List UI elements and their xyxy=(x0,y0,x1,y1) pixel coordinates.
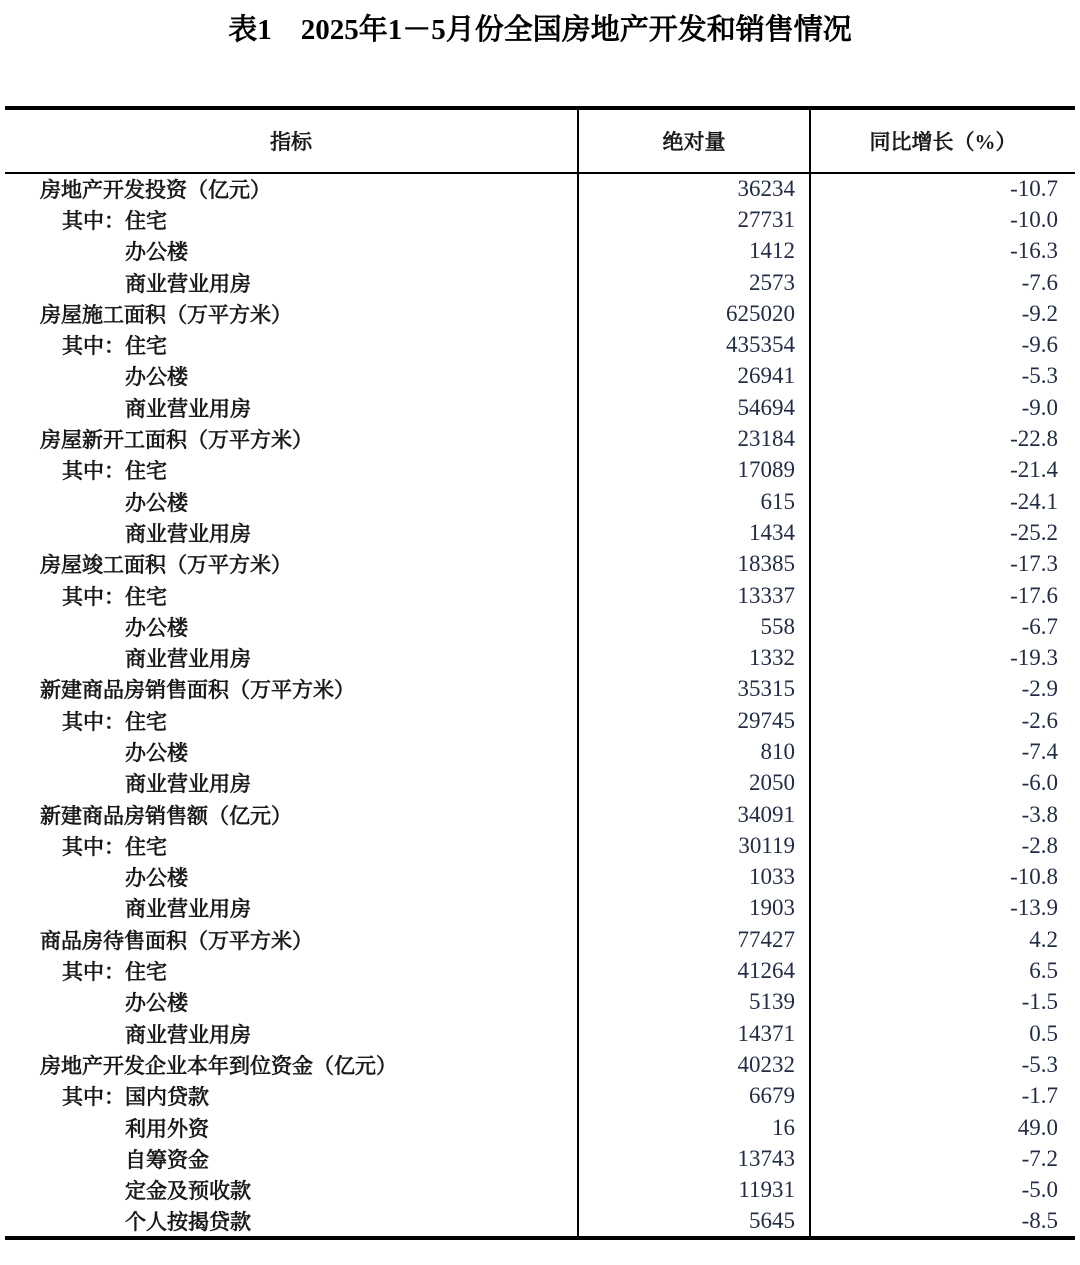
absolute-amount-cell: 435354 xyxy=(578,329,810,360)
yoy-growth-cell: -1.5 xyxy=(1021,989,1058,1015)
table-row xyxy=(5,549,1075,580)
absolute-amount-cell: 40232 xyxy=(578,1049,810,1080)
yoy-growth-cell: 49.0 xyxy=(1017,1114,1058,1140)
table-body xyxy=(5,173,1075,1238)
yoy-growth-cell: -2.8 xyxy=(1021,832,1058,858)
absolute-amount-cell: 29745 xyxy=(578,705,810,736)
yoy-growth-cell: -2.9 xyxy=(1021,676,1058,702)
absolute-amount-cell: 5139 xyxy=(578,987,810,1018)
absolute-amount-cell: 625020 xyxy=(578,298,810,329)
indicator-cell: 其中：住宅 xyxy=(5,705,578,736)
indicator-cell: 商业营业用房 xyxy=(5,517,578,548)
indicator-cell: 商业营业用房 xyxy=(5,1018,578,1049)
indicator-cell: 房屋新开工面积（万平方米） xyxy=(5,423,578,454)
table-row xyxy=(5,1081,1075,1112)
yoy-growth-cell: 0.5 xyxy=(1029,1020,1058,1046)
table-row xyxy=(5,361,1075,392)
indicator-cell: 新建商品房销售额（亿元） xyxy=(5,799,578,830)
indicator-cell: 商业营业用房 xyxy=(5,642,578,673)
yoy-growth-cell: -10.0 xyxy=(1010,206,1058,232)
absolute-amount-cell: 35315 xyxy=(578,674,810,705)
yoy-growth-cell: -7.2 xyxy=(1021,1145,1058,1171)
absolute-amount-cell: 810 xyxy=(578,736,810,767)
indicator-cell: 办公楼 xyxy=(5,611,578,642)
table-row xyxy=(5,674,1075,705)
absolute-amount-cell: 1412 xyxy=(578,236,810,267)
absolute-amount-cell: 6679 xyxy=(578,1081,810,1112)
absolute-amount-cell: 54694 xyxy=(578,392,810,423)
yoy-growth-cell: -2.6 xyxy=(1021,707,1058,733)
absolute-amount-cell: 30119 xyxy=(578,830,810,861)
absolute-amount-cell: 41264 xyxy=(578,955,810,986)
indicator-cell: 其中：住宅 xyxy=(5,204,578,235)
yoy-growth-cell: -10.8 xyxy=(1010,864,1058,890)
absolute-amount-cell: 77427 xyxy=(578,924,810,955)
indicator-cell: 商品房待售面积（万平方米） xyxy=(5,924,578,955)
yoy-growth-cell: -5.3 xyxy=(1021,1051,1058,1077)
indicator-cell: 办公楼 xyxy=(5,987,578,1018)
yoy-growth-cell: -17.6 xyxy=(1010,582,1058,608)
indicator-cell: 自筹资金 xyxy=(5,1143,578,1174)
absolute-amount-cell: 11931 xyxy=(578,1175,810,1206)
absolute-amount-cell: 2573 xyxy=(578,267,810,298)
yoy-growth-cell: -9.6 xyxy=(1021,332,1058,358)
table-row xyxy=(5,204,1075,235)
absolute-amount-cell: 26941 xyxy=(578,361,810,392)
yoy-growth-cell: 6.5 xyxy=(1029,958,1058,984)
table-row xyxy=(5,1112,1075,1143)
indicator-cell: 商业营业用房 xyxy=(5,392,578,423)
table-row xyxy=(5,455,1075,486)
table-row xyxy=(5,924,1075,955)
yoy-growth-cell: -6.0 xyxy=(1021,770,1058,796)
header-row xyxy=(5,108,1075,173)
table-row xyxy=(5,580,1075,611)
indicator-cell: 个人按揭贷款 xyxy=(5,1206,578,1238)
indicator-cell: 新建商品房销售面积（万平方米） xyxy=(5,674,578,705)
table-row xyxy=(5,1206,1075,1238)
indicator-cell: 房地产开发投资（亿元） xyxy=(5,173,578,204)
absolute-amount-cell: 1332 xyxy=(578,642,810,673)
table-row xyxy=(5,267,1075,298)
absolute-amount-cell: 13337 xyxy=(578,580,810,611)
indicator-cell: 商业营业用房 xyxy=(5,893,578,924)
table-row xyxy=(5,1049,1075,1080)
table-row xyxy=(5,173,1075,204)
yoy-growth-cell: -8.5 xyxy=(1021,1207,1058,1233)
yoy-growth-cell: -9.2 xyxy=(1021,300,1058,326)
table-row xyxy=(5,329,1075,360)
indicator-cell: 其中：国内贷款 xyxy=(5,1081,578,1112)
yoy-growth-cell: -5.3 xyxy=(1021,363,1058,389)
absolute-amount-cell: 5645 xyxy=(578,1206,810,1238)
table-row xyxy=(5,423,1075,454)
indicator-cell: 办公楼 xyxy=(5,486,578,517)
col-header-indicator: 指标 xyxy=(5,108,578,173)
indicator-cell: 其中：住宅 xyxy=(5,329,578,360)
yoy-growth-cell: -7.6 xyxy=(1021,269,1058,295)
table-row xyxy=(5,893,1075,924)
table-row xyxy=(5,1143,1075,1174)
yoy-growth-cell: -9.0 xyxy=(1021,394,1058,420)
table-row xyxy=(5,236,1075,267)
table-row xyxy=(5,392,1075,423)
absolute-amount-cell: 23184 xyxy=(578,423,810,454)
absolute-amount-cell: 13743 xyxy=(578,1143,810,1174)
absolute-amount-cell: 558 xyxy=(578,611,810,642)
yoy-growth-cell: -19.3 xyxy=(1010,645,1058,671)
absolute-amount-cell: 615 xyxy=(578,486,810,517)
absolute-amount-cell: 17089 xyxy=(578,455,810,486)
real-estate-stats-table xyxy=(5,106,1075,1240)
table-row xyxy=(5,987,1075,1018)
absolute-amount-cell: 1033 xyxy=(578,862,810,893)
yoy-growth-cell: -16.3 xyxy=(1010,238,1058,264)
indicator-cell: 定金及预收款 xyxy=(5,1175,578,1206)
col-header-absolute-amount: 绝对量 xyxy=(578,108,810,173)
absolute-amount-cell: 14371 xyxy=(578,1018,810,1049)
indicator-cell: 房屋竣工面积（万平方米） xyxy=(5,549,578,580)
yoy-growth-cell: 4.2 xyxy=(1029,926,1058,952)
col-header-yoy-growth: 同比增长（%） xyxy=(810,108,1075,173)
absolute-amount-cell: 2050 xyxy=(578,768,810,799)
yoy-growth-cell: -21.4 xyxy=(1010,457,1058,483)
indicator-cell: 办公楼 xyxy=(5,236,578,267)
indicator-cell: 办公楼 xyxy=(5,736,578,767)
indicator-cell: 办公楼 xyxy=(5,862,578,893)
yoy-growth-cell: -24.1 xyxy=(1010,488,1058,514)
indicator-cell: 商业营业用房 xyxy=(5,768,578,799)
table-row xyxy=(5,642,1075,673)
absolute-amount-cell: 18385 xyxy=(578,549,810,580)
absolute-amount-cell: 34091 xyxy=(578,799,810,830)
yoy-growth-cell: -6.7 xyxy=(1021,613,1058,639)
absolute-amount-cell: 1434 xyxy=(578,517,810,548)
table-title: 表1 2025年1－5月份全国房地产开发和销售情况 xyxy=(228,14,852,46)
indicator-cell: 利用外资 xyxy=(5,1112,578,1143)
table-row xyxy=(5,830,1075,861)
indicator-cell: 商业营业用房 xyxy=(5,267,578,298)
absolute-amount-cell: 1903 xyxy=(578,893,810,924)
table-row xyxy=(5,1018,1075,1049)
indicator-cell: 其中：住宅 xyxy=(5,830,578,861)
indicator-cell: 房屋施工面积（万平方米） xyxy=(5,298,578,329)
table-row xyxy=(5,486,1075,517)
table-row xyxy=(5,768,1075,799)
indicator-cell: 其中：住宅 xyxy=(5,955,578,986)
yoy-growth-cell: -13.9 xyxy=(1010,895,1058,921)
absolute-amount-cell: 16 xyxy=(578,1112,810,1143)
absolute-amount-cell: 27731 xyxy=(578,204,810,235)
table-row xyxy=(5,799,1075,830)
absolute-amount-cell: 36234 xyxy=(578,173,810,204)
yoy-growth-cell: -22.8 xyxy=(1010,426,1058,452)
table-row xyxy=(5,517,1075,548)
table-row xyxy=(5,955,1075,986)
table-row xyxy=(5,736,1075,767)
yoy-growth-cell: -5.0 xyxy=(1021,1177,1058,1203)
table-row xyxy=(5,1175,1075,1206)
indicator-cell: 房地产开发企业本年到位资金（亿元） xyxy=(5,1049,578,1080)
table-row xyxy=(5,705,1075,736)
yoy-growth-cell: -17.3 xyxy=(1010,551,1058,577)
indicator-cell: 其中：住宅 xyxy=(5,580,578,611)
yoy-growth-cell: -7.4 xyxy=(1021,738,1058,764)
yoy-growth-cell: -3.8 xyxy=(1021,801,1058,827)
yoy-growth-cell: -25.2 xyxy=(1010,519,1058,545)
table-row xyxy=(5,611,1075,642)
table-row xyxy=(5,862,1075,893)
indicator-cell: 其中：住宅 xyxy=(5,455,578,486)
indicator-cell: 办公楼 xyxy=(5,361,578,392)
yoy-growth-cell: -1.7 xyxy=(1021,1083,1058,1109)
table-row xyxy=(5,298,1075,329)
yoy-growth-cell: -10.7 xyxy=(1010,176,1058,202)
